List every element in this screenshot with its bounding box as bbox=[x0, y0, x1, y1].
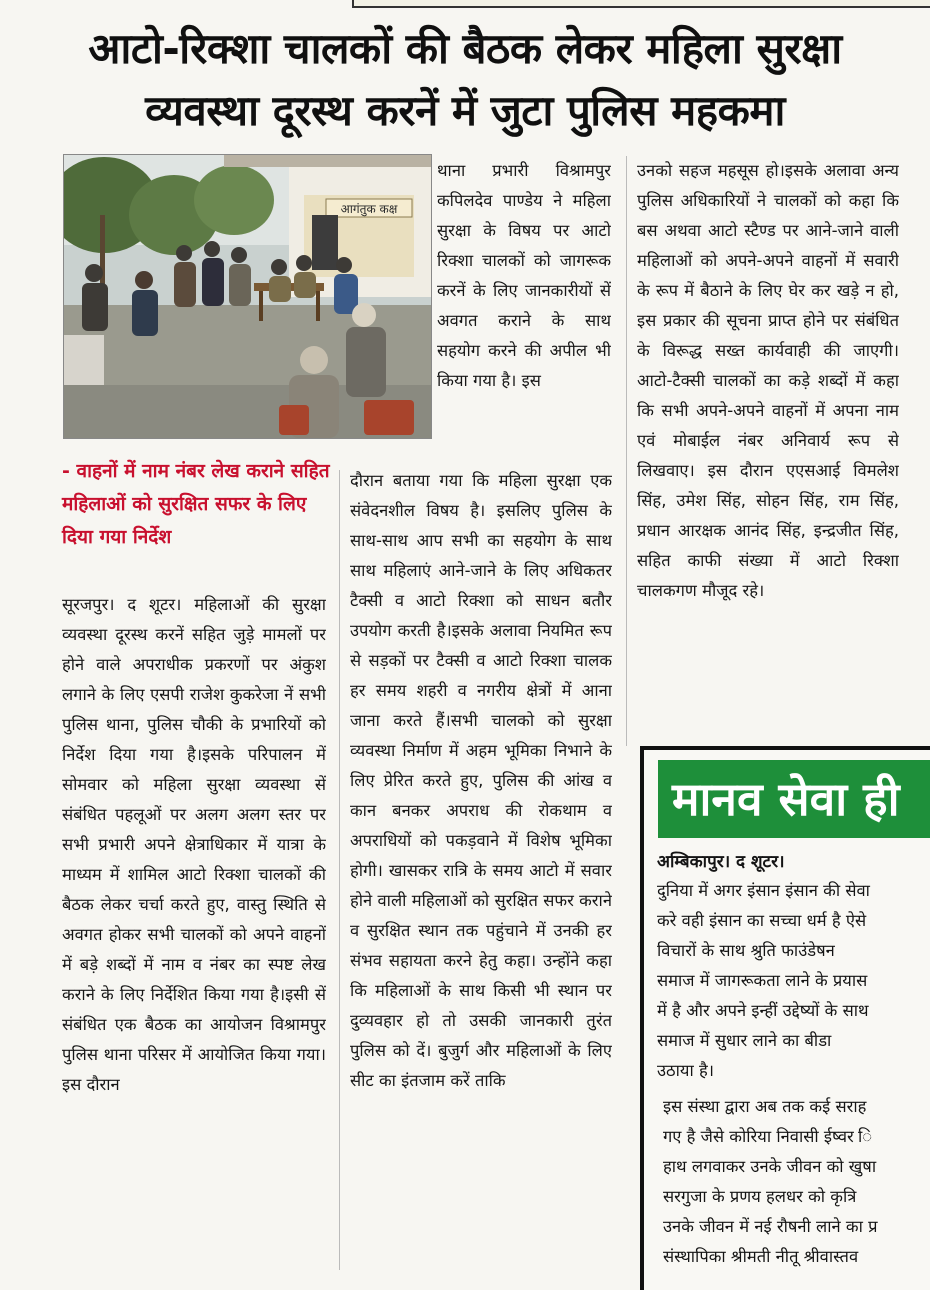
sidebar-story-paragraph-1 bbox=[657, 876, 930, 1086]
sidebar-line: संस्थापिका श्रीमती नीतू श्रीवास्तव bbox=[663, 1247, 859, 1266]
column-divider-1 bbox=[339, 470, 340, 1270]
sidebar-line: में है और अपने इन्हीं उद्देष्यों के साथ bbox=[657, 1001, 869, 1020]
sidebar-line: समाज में सुधार लाने का बीडा bbox=[657, 1031, 832, 1050]
headline-line-1: आटो-रिक्शा चालकों की बैठक लेकर महिला सुरक्षा bbox=[88, 24, 842, 73]
article-column-2-bottom: दौरान बताया गया कि महिला सुरक्षा एक संवेदनशील विषय है। इसलिए पुलिस के साथ-साथ आप सभी का सहयोग के साथ साथ महिलाएं आने-जाने के लिए अधिकतर टैक्सी व आटो रिक्शा को साधन बतौर उपयोग करती है।इसके अलावा नियमित रूप से सड़कों पर टैक्सी व आटो रिक्शा चालक हर समय शहरी व नगरीय क्षेत्रों में आना जाना करते हैं।सभी चालको को सुरक्षा व्यवस्था निर्माण में अहम भूमिका निभाने के लिए प्रेरित करते हुए, पुलिस की आंख व कान बनकर अपराध की रोकथाम व अपराधियों को पकड़वाने में विशेष भूमिका होगी। खासकर रात्रि के समय आटो में सवार होने वाली महिलाओं को सुरक्षित सफर कराने व सुरक्षित स्थान तक पहुंचाने में उनकी हर संभव सहायता करने हेतु कहा। उन्होंने कहा कि महिलाओं के साथ किसी भी स्थान पर दुव्यवहार हो तो उसकी जानकारी तुरंत पुलिस को दें। बुजुर्ग और महिलाओं के लिए सीट का इंतजाम करें ताकि bbox=[350, 471, 612, 1090]
adjacent-box-edge bbox=[352, 0, 930, 8]
article-column-3: उनको सहज महसूस हो।इसके अलावा अन्य पुलिस अधिकारियों ने चालकों को कहा कि बस अथवा आटो स्टैण्ड पर आने-जाने वाली महिलाओं को अपने-अपने वाहनों में सवारी के रूप में बैठाने के लिए घेर कर खड़े न हो, इस प्रकार की सूचना प्राप्त होने पर संबंधित के विरूद्ध सख्त कार्यवाही की जाएगी। आटो-टैक्सी चालकों का कड़े शब्दों में कहा कि सभी अपने-अपने वाहनों में अपना नाम एवं मोबाईल नंबर अनिवार्य रूप से लिखवाए। इस दौरान एएसआई विमलेश सिंह, उमेश सिंह, सोहन सिंह, राम सिंह, प्रधान आरक्षक आनंद सिंह, इन्द्रजीत सिंह, सहित काफी संख्या में आटो रिक्शा चालकगण मौजूद रहे। bbox=[637, 161, 899, 600]
sidebar-line: समाज में जागरूकता लाने के प्रयास bbox=[657, 971, 868, 990]
column-divider-2 bbox=[626, 156, 627, 746]
sidebar-line: दुनिया में अगर इंसान इंसान की सेवा bbox=[657, 881, 870, 900]
sidebar-story-paragraph-2 bbox=[657, 1092, 930, 1272]
article-column-2-top: थाना प्रभारी विश्रामपुर कपिलदेव पाण्डेय ने महिला सुरक्षा के विषय पर आटो रिक्शा चालकों को जागरूक करनें के लिए जानकारीयों सें अवगत कराने के साथ सहयोग करने की अपील भी किया गया है। इस bbox=[437, 161, 611, 390]
sidebar-line: गए है जैसे कोरिया निवासी ईष्वर ि bbox=[663, 1127, 873, 1146]
news-photo bbox=[63, 154, 432, 439]
sidebar-line: विचारों के साथ श्रुति फाउंडेषन bbox=[657, 941, 835, 960]
sidebar-line: करे वही इंसान का सच्चा धर्म है ऐसे bbox=[657, 911, 867, 930]
sidebar-story-box bbox=[640, 746, 930, 1290]
previous-story-edge bbox=[0, 0, 930, 8]
sidebar-line: उठाया है। bbox=[657, 1061, 715, 1080]
headline-line-2: व्यवस्था दूरस्थ करनें में जुटा पुलिस महकमा bbox=[145, 86, 785, 135]
sidebar-story-dateline: अम्बिकापुर। द शूटर। bbox=[657, 852, 785, 872]
sidebar-line: हाथ लगवाकर उनके जीवन को खुषा bbox=[663, 1157, 877, 1176]
sidebar-line: सरगुजा के प्रणय हलधर को कृत्रि bbox=[663, 1187, 857, 1206]
headline bbox=[10, 18, 920, 142]
subheadline: - वाहनों में नाम नंबर लेख कराने सहित महिलाओं को सुरक्षित सफर के लिए दिया गया निर्देश bbox=[62, 460, 330, 548]
sidebar-story-banner: मानव सेवा ही bbox=[658, 760, 930, 838]
photo-sign-text: आगंतुक कक्ष bbox=[340, 202, 398, 216]
sidebar-line: इस संस्था द्वारा अब तक कई सराह bbox=[663, 1097, 867, 1116]
sidebar-line: उनके जीवन में नई रौषनी लाने का प्र bbox=[663, 1217, 878, 1236]
sidebar-story-body bbox=[657, 876, 930, 1272]
article-column-1: सूरजपुर। द शूटर। महिलाओं की सुरक्षा व्यवस्था दूरस्थ करनें सहित जुड़े मामलों पर होने वाले अपराधीक प्रकरणों पर अंकुश लगाने के लिए एसपी राजेश कुकरेजा नें सभी पुलिस थाना, पुलिस चौकी के प्रभारियों को निर्देश दिया गया है।इसके परिपालन में सोमवार को महिला सुरक्षा व्यवस्था सें संबंधित पहलूओं पर अलग अलग स्तर पर सभी प्रभारी अपने क्षेत्राधिकार में यात्रा के माध्यम में शामिल आटो रिक्शा चालकों की बैठक लेकर चर्चा करते हुए, वास्तु स्थिति से अवगत होकर सभी चालकों को अपने वाहनों में बड़े शब्दों में नाम व नंबर का स्पष्ट लेख कराने के लिए निर्देशित किया गया है।इसी सें संबंधित एक बैठक का आयोजन विश्रामपुर पुलिस थाना परिसर में आयोजित किया गया।इस दौरान bbox=[62, 595, 326, 1094]
